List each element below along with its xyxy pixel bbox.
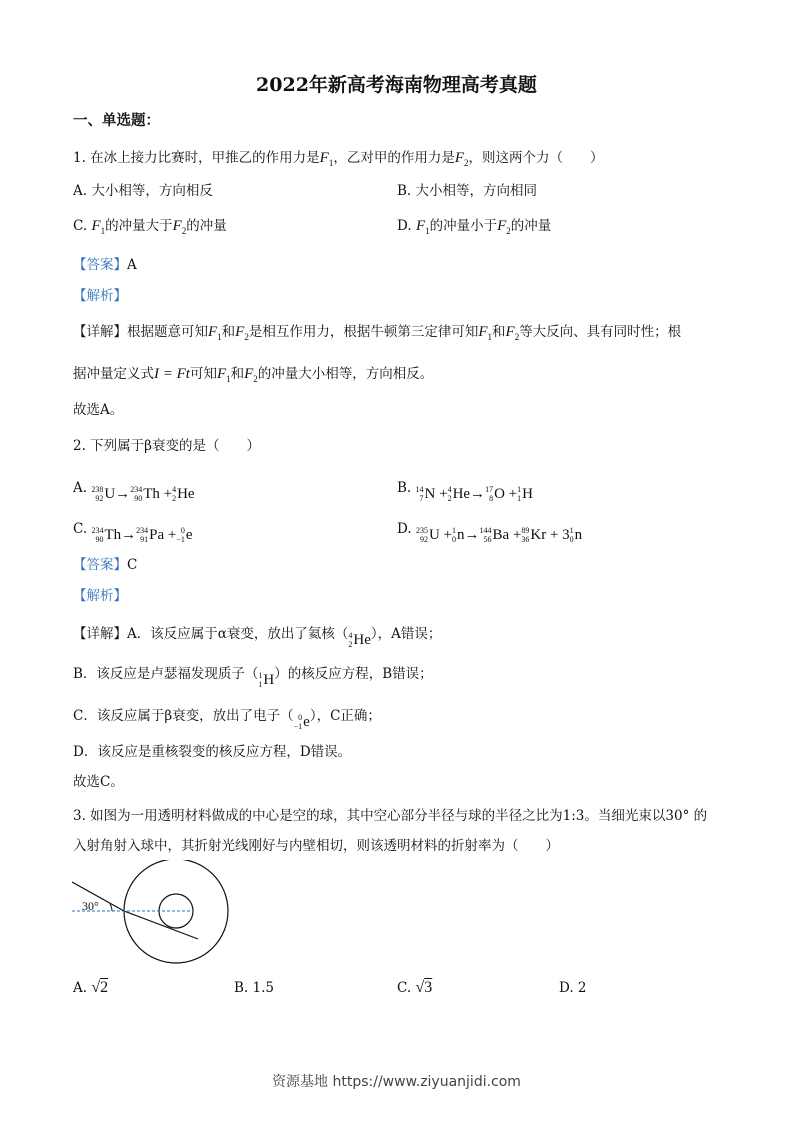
detail-text: 和 — [230, 366, 245, 382]
symbol-f2: $F_2$ — [505, 324, 520, 342]
q2-option-d — [397, 519, 582, 545]
q1-option-b: B. 大小相等，方向相同 — [397, 183, 538, 199]
answer-tag: 【答案】 — [73, 257, 127, 273]
q2-detail-c — [73, 706, 381, 732]
option-label: A. — [73, 980, 88, 996]
symbol-f2: $F_2$ — [235, 324, 249, 342]
option-text: 的冲量 — [186, 218, 227, 234]
symbol-f2: $F_2$ — [454, 150, 469, 168]
q2-option-c — [73, 519, 193, 545]
footer-watermark: 资源基地 https://www.ziyuanjidi.com — [272, 1074, 521, 1090]
q1-stem-text: ，则这两个力（ ） — [468, 150, 604, 166]
q1-stem — [73, 148, 604, 173]
option-text: 的冲量大于 — [105, 218, 173, 234]
answer-value: C — [127, 557, 138, 573]
q2-conclusion: 故选C。 — [73, 774, 124, 790]
q1-stem-text: 1. 在冰上接力比赛时，甲推乙的作用力是 — [73, 150, 320, 166]
detail-text: 根据题意可知 — [127, 324, 208, 340]
q3-stem-line1: 3. 如图为一用透明材料做成的中心是空的球，其中空心部分半径与球的半径之比为1:3。当细光束以30° 的 — [73, 808, 708, 824]
option-label: C. — [73, 521, 88, 537]
detail-text: 和 — [221, 324, 236, 340]
symbol-f2: $F_2$ — [244, 366, 258, 384]
equation-b: 14 7 N + 4 2 He→ 17 8 O + 1 1 H — [415, 485, 533, 503]
hollow-sphere-diagram — [70, 860, 230, 970]
q2-analysis-tag: 【解析】 — [73, 588, 127, 604]
answer-value: A — [127, 257, 137, 273]
detail-text: ）的核反应方程，B错误； — [274, 666, 433, 682]
q1-analysis-tag: 【解析】 — [73, 288, 127, 304]
option-label: D. — [397, 218, 416, 234]
detail-text: B．该反应是卢瑟福发现质子（ — [73, 666, 259, 682]
q3-option-b: B. 1.5 — [234, 980, 274, 996]
symbol-f1: $F_1$ — [415, 218, 430, 236]
equation-d: 235 92 U + 1 0 n→ 144 56 Ba + 89 36 Kr + 3 1 0 n — [415, 526, 583, 544]
detail-text: C．该反应属于β衰变，放出了电子（ — [73, 708, 294, 724]
sqrt-symbol: √3 — [415, 979, 433, 996]
option-label: D. — [397, 521, 412, 537]
angle-arc — [110, 904, 112, 911]
q3-option-d: D. 2 — [559, 980, 587, 996]
equation-a: 238 92 U→ 234 90 Th + 4 2 He — [91, 485, 195, 503]
symbol-f1: $F_1$ — [319, 150, 334, 168]
equation-c: 234 90 Th→ 234 91 Pa + 0 −1 e — [91, 526, 193, 544]
sqrt-value: 2 — [100, 979, 109, 996]
q2-option-b — [397, 478, 533, 504]
q1-stem-text: ，乙对甲的作用力是 — [333, 150, 455, 166]
q1-detail-line1 — [73, 322, 681, 347]
option-label: A. — [73, 480, 88, 496]
proton-symbol: 1 1 H — [258, 671, 275, 689]
q1-option-c — [73, 216, 227, 241]
page-title: 2022年新高考海南物理高考真题 — [256, 74, 537, 96]
electron-symbol: 0 −1 e — [293, 713, 310, 731]
detail-text: 和 — [492, 324, 506, 340]
detail-tag: 【详解】 — [73, 324, 127, 340]
symbol-f2: $F_2$ — [172, 218, 187, 236]
option-text: 的冲量小于 — [429, 218, 498, 234]
q1-answer — [73, 255, 137, 275]
answer-tag: 【答案】 — [73, 557, 127, 573]
symbol-f1: $F_1$ — [91, 218, 106, 236]
detail-text: 等大反向、具有同时性；根 — [519, 324, 682, 340]
q1-option-a: A. 大小相等，方向相反 — [73, 183, 213, 199]
q2-detail-b — [73, 664, 433, 690]
q2-detail-d: D．该反应是重核裂变的核反应方程，D错误。 — [73, 744, 352, 760]
detail-text: 据冲量定义式 — [73, 366, 154, 382]
helium-nucleus: 4 2 He — [348, 631, 371, 649]
detail-text: 是相互作用力，根据牛顿第三定律可知 — [248, 324, 479, 340]
option-label: C. — [397, 980, 412, 996]
symbol-f1: $F_1$ — [216, 366, 231, 384]
q3-option-c — [397, 978, 432, 998]
sqrt-value: 3 — [424, 979, 433, 996]
q1-option-d — [397, 216, 551, 241]
q1-detail-line2 — [73, 364, 433, 389]
detail-text: A．该反应属于α衰变，放出了氦核（ — [127, 626, 349, 642]
option-label: B. — [397, 480, 412, 496]
symbol-f1: $F_1$ — [208, 324, 222, 342]
angle-label: 30° — [82, 899, 99, 913]
q3-stem-line2: 入射角射入球中，其折射光线刚好与内壁相切，则该透明材料的折射率为（ ） — [73, 838, 559, 854]
q2-detail-a — [73, 624, 441, 650]
q1-conclusion: 故选A。 — [73, 402, 124, 418]
symbol-f2: $F_2$ — [497, 218, 511, 236]
detail-text: 可知 — [189, 366, 217, 382]
detail-text: ），C正确； — [309, 708, 381, 724]
option-text: 的冲量 — [510, 218, 552, 234]
detail-text: 的冲量大小相等，方向相反。 — [257, 366, 434, 382]
q3-option-a — [73, 978, 108, 998]
q2-option-a — [73, 478, 195, 504]
detail-tag: 【详解】 — [73, 626, 127, 642]
q2-stem: 2. 下列属于β衰变的是（ ） — [73, 438, 260, 454]
refracted-ray — [124, 911, 198, 939]
q2-answer — [73, 555, 137, 575]
section-heading: 一、单选题： — [73, 112, 160, 129]
impulse-formula: I = Ft — [154, 366, 190, 382]
option-label: C. — [73, 218, 92, 234]
symbol-f1: $F_1$ — [478, 324, 493, 342]
detail-text: ），A错误； — [370, 626, 442, 642]
sqrt-symbol: √2 — [91, 979, 109, 996]
